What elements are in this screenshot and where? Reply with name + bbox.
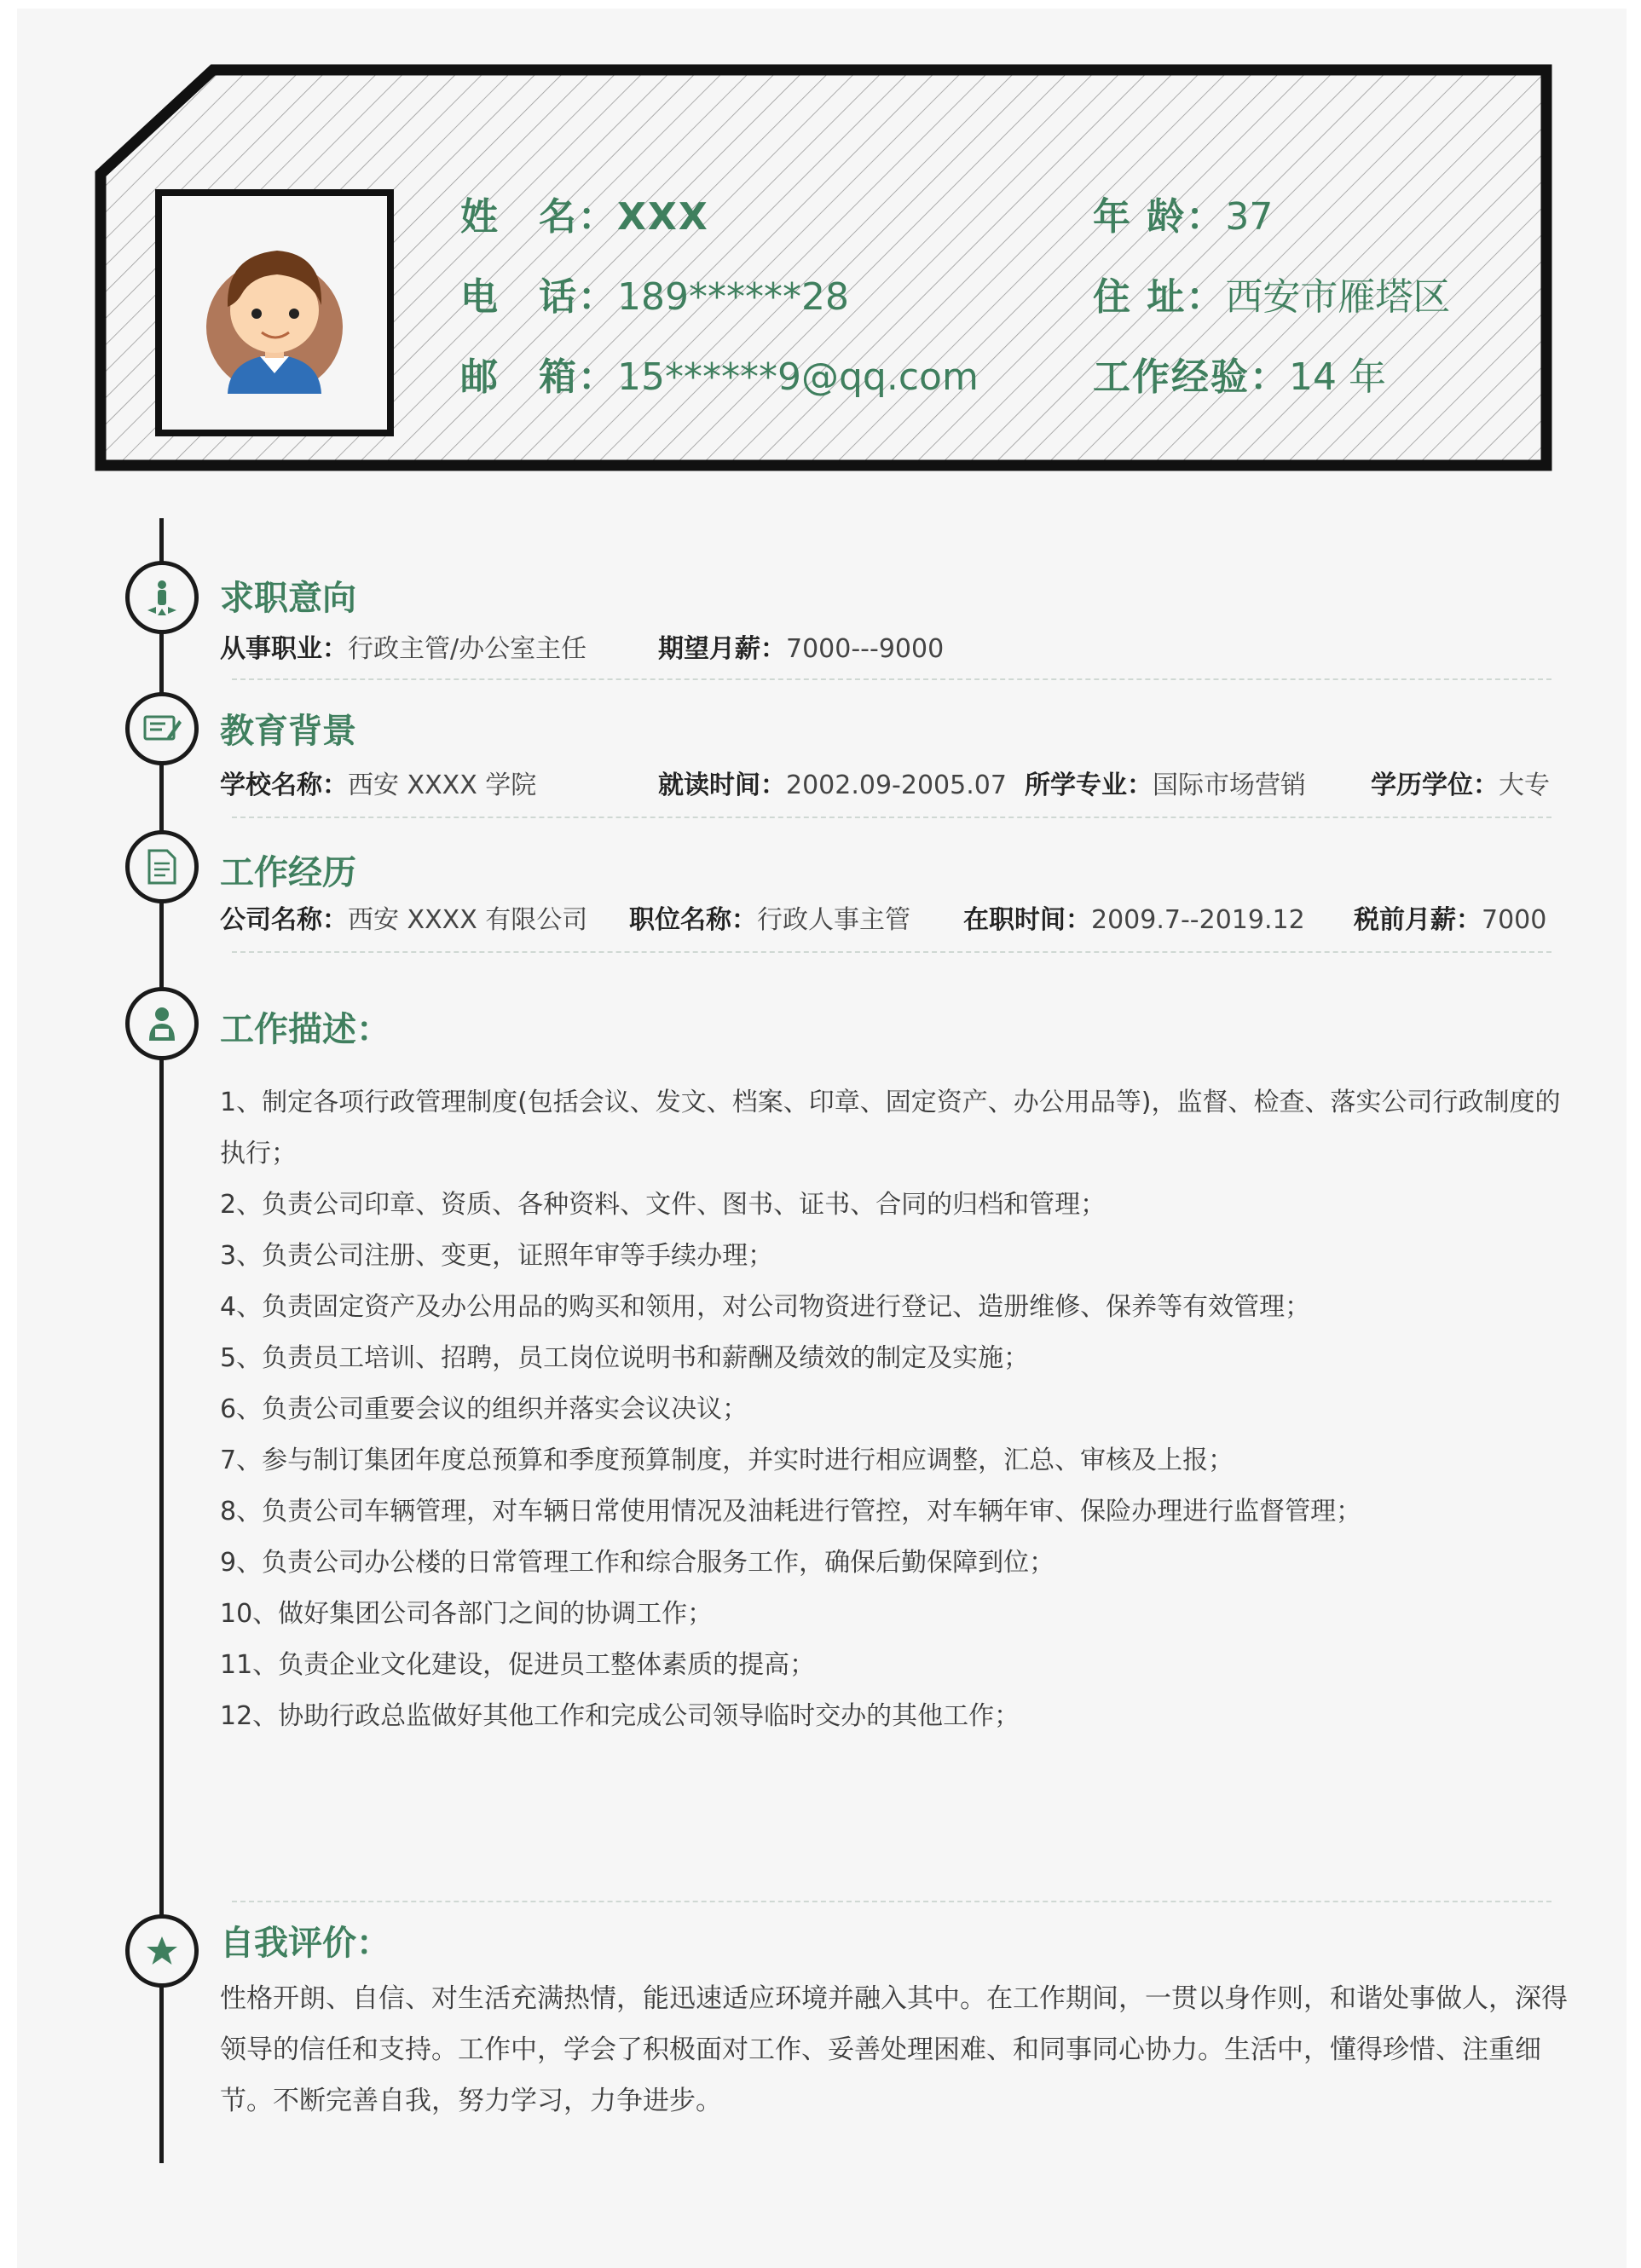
- list-item: 4、负责固定资产及办公用品的购买和领用，对公司物资进行登记、造册维修、保养等有效管理；: [220, 1292, 1311, 1322]
- star-icon: [125, 1914, 199, 1988]
- tenure-label: 在职时间：: [963, 905, 1091, 935]
- list-item: 9、负责公司办公楼的日常管理工作和综合服务工作，确保后勤保障到位；: [220, 1548, 1055, 1578]
- list-item: 5、负责员工培训、招聘，员工岗位说明书和薪酬及绩效的制定及实施；: [220, 1343, 1030, 1373]
- divider: [232, 951, 1551, 953]
- position-value: 行政人事主管: [757, 905, 910, 935]
- pay-value: 7000: [1482, 905, 1547, 935]
- divider: [232, 1901, 1551, 1902]
- list-item: 7、参与制订集团年度总预算和季度预算制度，并实时进行相应调整，汇总、审核及上报；: [220, 1446, 1234, 1475]
- job-intention-row: [220, 627, 586, 665]
- degree-row: [1371, 764, 1550, 801]
- company-label: 公司名称：: [220, 905, 348, 935]
- list-item: 11、负责企业文化建设，促进员工整体素质的提高；: [220, 1650, 816, 1680]
- list-item: 12、协助行政总监做好其他工作和完成公司领导临时交办的其他工作；: [220, 1701, 1020, 1731]
- job-intention-title: 求职意向: [220, 579, 356, 618]
- school-label: 学校名称：: [220, 770, 348, 800]
- education-title: 教育背景: [220, 712, 356, 751]
- resume-page: [17, 9, 1627, 2268]
- address-label: 住 址：: [1093, 275, 1226, 319]
- major-value: 国际市场营销: [1153, 770, 1306, 800]
- age-value: 37: [1225, 195, 1274, 239]
- major-row: [1025, 764, 1306, 801]
- pay-row: [1354, 898, 1546, 936]
- salary-value: 7000---9000: [786, 634, 945, 664]
- address-value: 西安市雁塔区: [1225, 275, 1451, 319]
- list-item: 1、制定各项行政管理制度(包括会议、发文、档案、印章、固定资产、办公用品等)，监督、检查、落实公司行政制度的执行；: [220, 1088, 1561, 1169]
- email-value: 15******9@qq.com: [617, 355, 979, 399]
- description-list: [220, 1077, 1584, 1742]
- period-row: [658, 764, 1007, 801]
- salary-label: 期望月薪：: [658, 634, 786, 664]
- person-arrows-icon: [125, 561, 199, 634]
- position-row: [629, 898, 910, 936]
- address-field: [1093, 266, 1450, 320]
- description-title: 工作描述：: [220, 1010, 390, 1049]
- company-value: 西安 XXXX 有限公司: [348, 905, 588, 935]
- name-label: 姓 名：: [460, 195, 617, 239]
- pay-label: 税前月薪：: [1354, 905, 1482, 935]
- list-item: 3、负责公司注册、变更，证照年审等手续办理；: [220, 1241, 774, 1271]
- school-value: 西安 XXXX 学院: [348, 770, 537, 800]
- degree-label: 学历学位：: [1371, 770, 1499, 800]
- avatar-frame: [155, 189, 394, 436]
- age-field: [1093, 186, 1273, 240]
- degree-value: 大专: [1499, 770, 1550, 800]
- tenure-row: [963, 898, 1305, 936]
- avatar: [202, 232, 347, 394]
- position-label: 职位名称：: [629, 905, 757, 935]
- document-icon: [125, 830, 199, 903]
- list-item: 6、负责公司重要会议的组织并落实会议决议；: [220, 1394, 748, 1424]
- email-label: 邮 箱：: [460, 355, 617, 399]
- period-label: 就读时间：: [658, 770, 786, 800]
- occupation-label: 从事职业：: [220, 634, 348, 664]
- self-evaluation-text: 性格开朗、自信、对生活充满热情，能迅速适应环境并融入其中。在工作期间，一贯以身作则，和谐处事做人，深得领导的信任和支持。工作中，学会了积极面对工作、妥善处理困难、和同事同心协力。生活中，懂得珍惜、注重细节。不断完善自我，努力学习，力争进步。: [220, 1983, 1568, 2116]
- divider: [232, 678, 1551, 680]
- experience-value: 14 年: [1289, 355, 1386, 399]
- school-row: [220, 764, 536, 801]
- list-item: 10、做好集团公司各部门之间的协调工作；: [220, 1599, 714, 1629]
- email-field: [460, 346, 979, 401]
- divider: [232, 817, 1551, 818]
- phone-field: [460, 266, 849, 320]
- phone-value: 189******28: [617, 275, 849, 319]
- age-label: 年 龄：: [1093, 195, 1226, 239]
- occupation-value: 行政主管/办公室主任: [348, 634, 587, 664]
- major-label: 所学专业：: [1025, 770, 1153, 800]
- phone-label: 电 话：: [460, 275, 617, 319]
- tenure-value: 2009.7--2019.12: [1091, 905, 1305, 935]
- list-item: 2、负责公司印章、资质、各种资料、文件、图书、证书、合同的归档和管理；: [220, 1190, 1107, 1220]
- company-row: [220, 898, 587, 936]
- salary-row: [658, 627, 944, 665]
- worker-icon: [125, 987, 199, 1060]
- period-value: 2002.09-2005.07: [786, 770, 1007, 800]
- name-value: XXX: [617, 195, 709, 239]
- self-evaluation-title: 自我评价：: [220, 1924, 390, 1963]
- name-field: [460, 186, 709, 240]
- experience-label: 工作经验：: [1093, 355, 1289, 399]
- list-item: 8、负责公司车辆管理，对车辆日常使用情况及油耗进行管控，对车辆年审、保险办理进行监督管理；: [220, 1497, 1362, 1526]
- experience-field: [1093, 346, 1386, 401]
- work-title: 工作经历: [220, 853, 356, 892]
- certificate-icon: [125, 692, 199, 765]
